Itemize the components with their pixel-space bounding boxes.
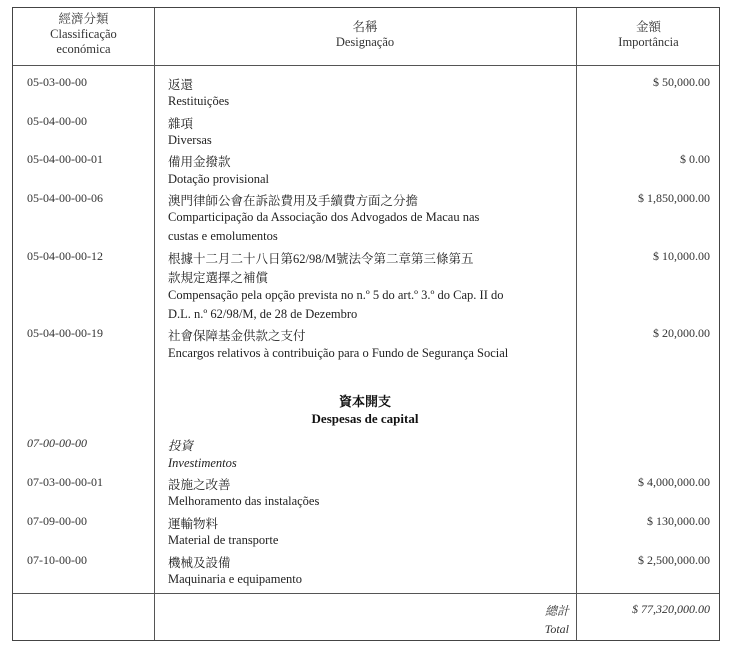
- row-code: 05-04-00-00-01: [27, 152, 103, 166]
- row-desc-zh: 機械及設備: [168, 556, 231, 570]
- row-amount: $ 4,000,000.00: [638, 475, 710, 489]
- header-amount: [576, 20, 721, 50]
- row-code: 07-09-00-00: [27, 514, 87, 528]
- row-desc-pt: Material de transporte: [168, 533, 279, 547]
- row-desc-zh: 備用金撥款: [168, 155, 231, 169]
- row-desc-zh: 根據十二月二十八日第62/98/M號法令第二章第三條第五: [168, 252, 474, 266]
- total-amount: $ 77,320,000.00: [632, 602, 710, 616]
- row-desc-pt: Compensação pela opção prevista no n.º 5 do art.º 3.º do Cap. II do: [168, 288, 504, 302]
- row-code: 05-03-00-00: [27, 75, 87, 89]
- row-desc-pt: custas e emolumentos: [168, 229, 278, 243]
- total-divider: [13, 593, 719, 594]
- row-amount: $ 50,000.00: [653, 75, 710, 89]
- row-amount: $ 0.00: [680, 152, 710, 166]
- header-classification-pt2: económica: [56, 42, 111, 56]
- row-desc-zh: 運輸物料: [168, 517, 219, 531]
- total-label-pt: Total: [544, 622, 569, 636]
- header-classification-zh: 經濟分類: [58, 12, 109, 26]
- total-label-zh: 總計: [544, 604, 569, 618]
- budget-table: [12, 7, 720, 641]
- row-desc-pt: Maquinaria e equipamento: [168, 572, 302, 586]
- row-code: 05-04-00-00-19: [27, 326, 103, 340]
- header-amount-pt: Importância: [618, 35, 679, 49]
- row-code: 07-10-00-00: [27, 553, 87, 567]
- row-desc-zh: 設施之改善: [168, 478, 231, 492]
- row-desc-zh: 款規定選擇之補償: [168, 271, 269, 285]
- row-desc-pt: Encargos relativos à contribuição para o Fundo de Segurança Social: [168, 346, 509, 360]
- row-code: 07-00-00-00: [27, 436, 87, 450]
- row-desc-pt: Melhoramento das instalações: [168, 494, 320, 508]
- row-amount: $ 20,000.00: [653, 326, 710, 340]
- row-desc-zh: 返還: [168, 78, 194, 92]
- row-desc-zh: 澳門律師公會在訴訟費用及手續費方面之分擔: [168, 194, 419, 208]
- row-code: 07-03-00-00-01: [27, 475, 103, 489]
- row-desc-zh: 社會保障基金供款之支付: [168, 329, 306, 343]
- row-amount: $ 10,000.00: [653, 249, 710, 263]
- header-classification: [13, 12, 154, 57]
- row-code: 05-04-00-00-12: [27, 249, 103, 263]
- header-designation: [154, 20, 576, 50]
- row-desc-pt: Diversas: [168, 133, 212, 147]
- section-title-zh: 資本開支: [338, 394, 391, 409]
- section-title-pt: Despesas de capital: [311, 411, 419, 426]
- row-code: 05-04-00-00-06: [27, 191, 103, 205]
- row-desc-zh: 雜項: [168, 117, 194, 131]
- header-amount-zh: 金額: [635, 20, 661, 34]
- header-classification-pt: Classificação: [50, 27, 117, 41]
- row-code: 05-04-00-00: [27, 114, 87, 128]
- row-desc-pt: Restituições: [168, 94, 230, 108]
- header-divider: [13, 65, 719, 66]
- row-desc-pt: D.L. n.º 62/98/M, de 28 de Dezembro: [168, 307, 358, 321]
- row-amount: $ 1,850,000.00: [638, 191, 710, 205]
- column-divider: [154, 8, 155, 640]
- header-designation-pt: Designação: [335, 35, 395, 49]
- header-designation-zh: 名稱: [352, 20, 378, 34]
- row-desc-pt: Investimentos: [168, 456, 237, 470]
- row-amount: $ 2,500,000.00: [638, 553, 710, 567]
- column-divider: [576, 8, 577, 640]
- row-desc-zh: 投資: [168, 439, 194, 453]
- row-desc-pt: Dotação provisional: [168, 172, 270, 186]
- row-desc-pt: Comparticipação da Associação dos Advogados de Macau nas: [168, 210, 480, 224]
- row-amount: $ 130,000.00: [647, 514, 710, 528]
